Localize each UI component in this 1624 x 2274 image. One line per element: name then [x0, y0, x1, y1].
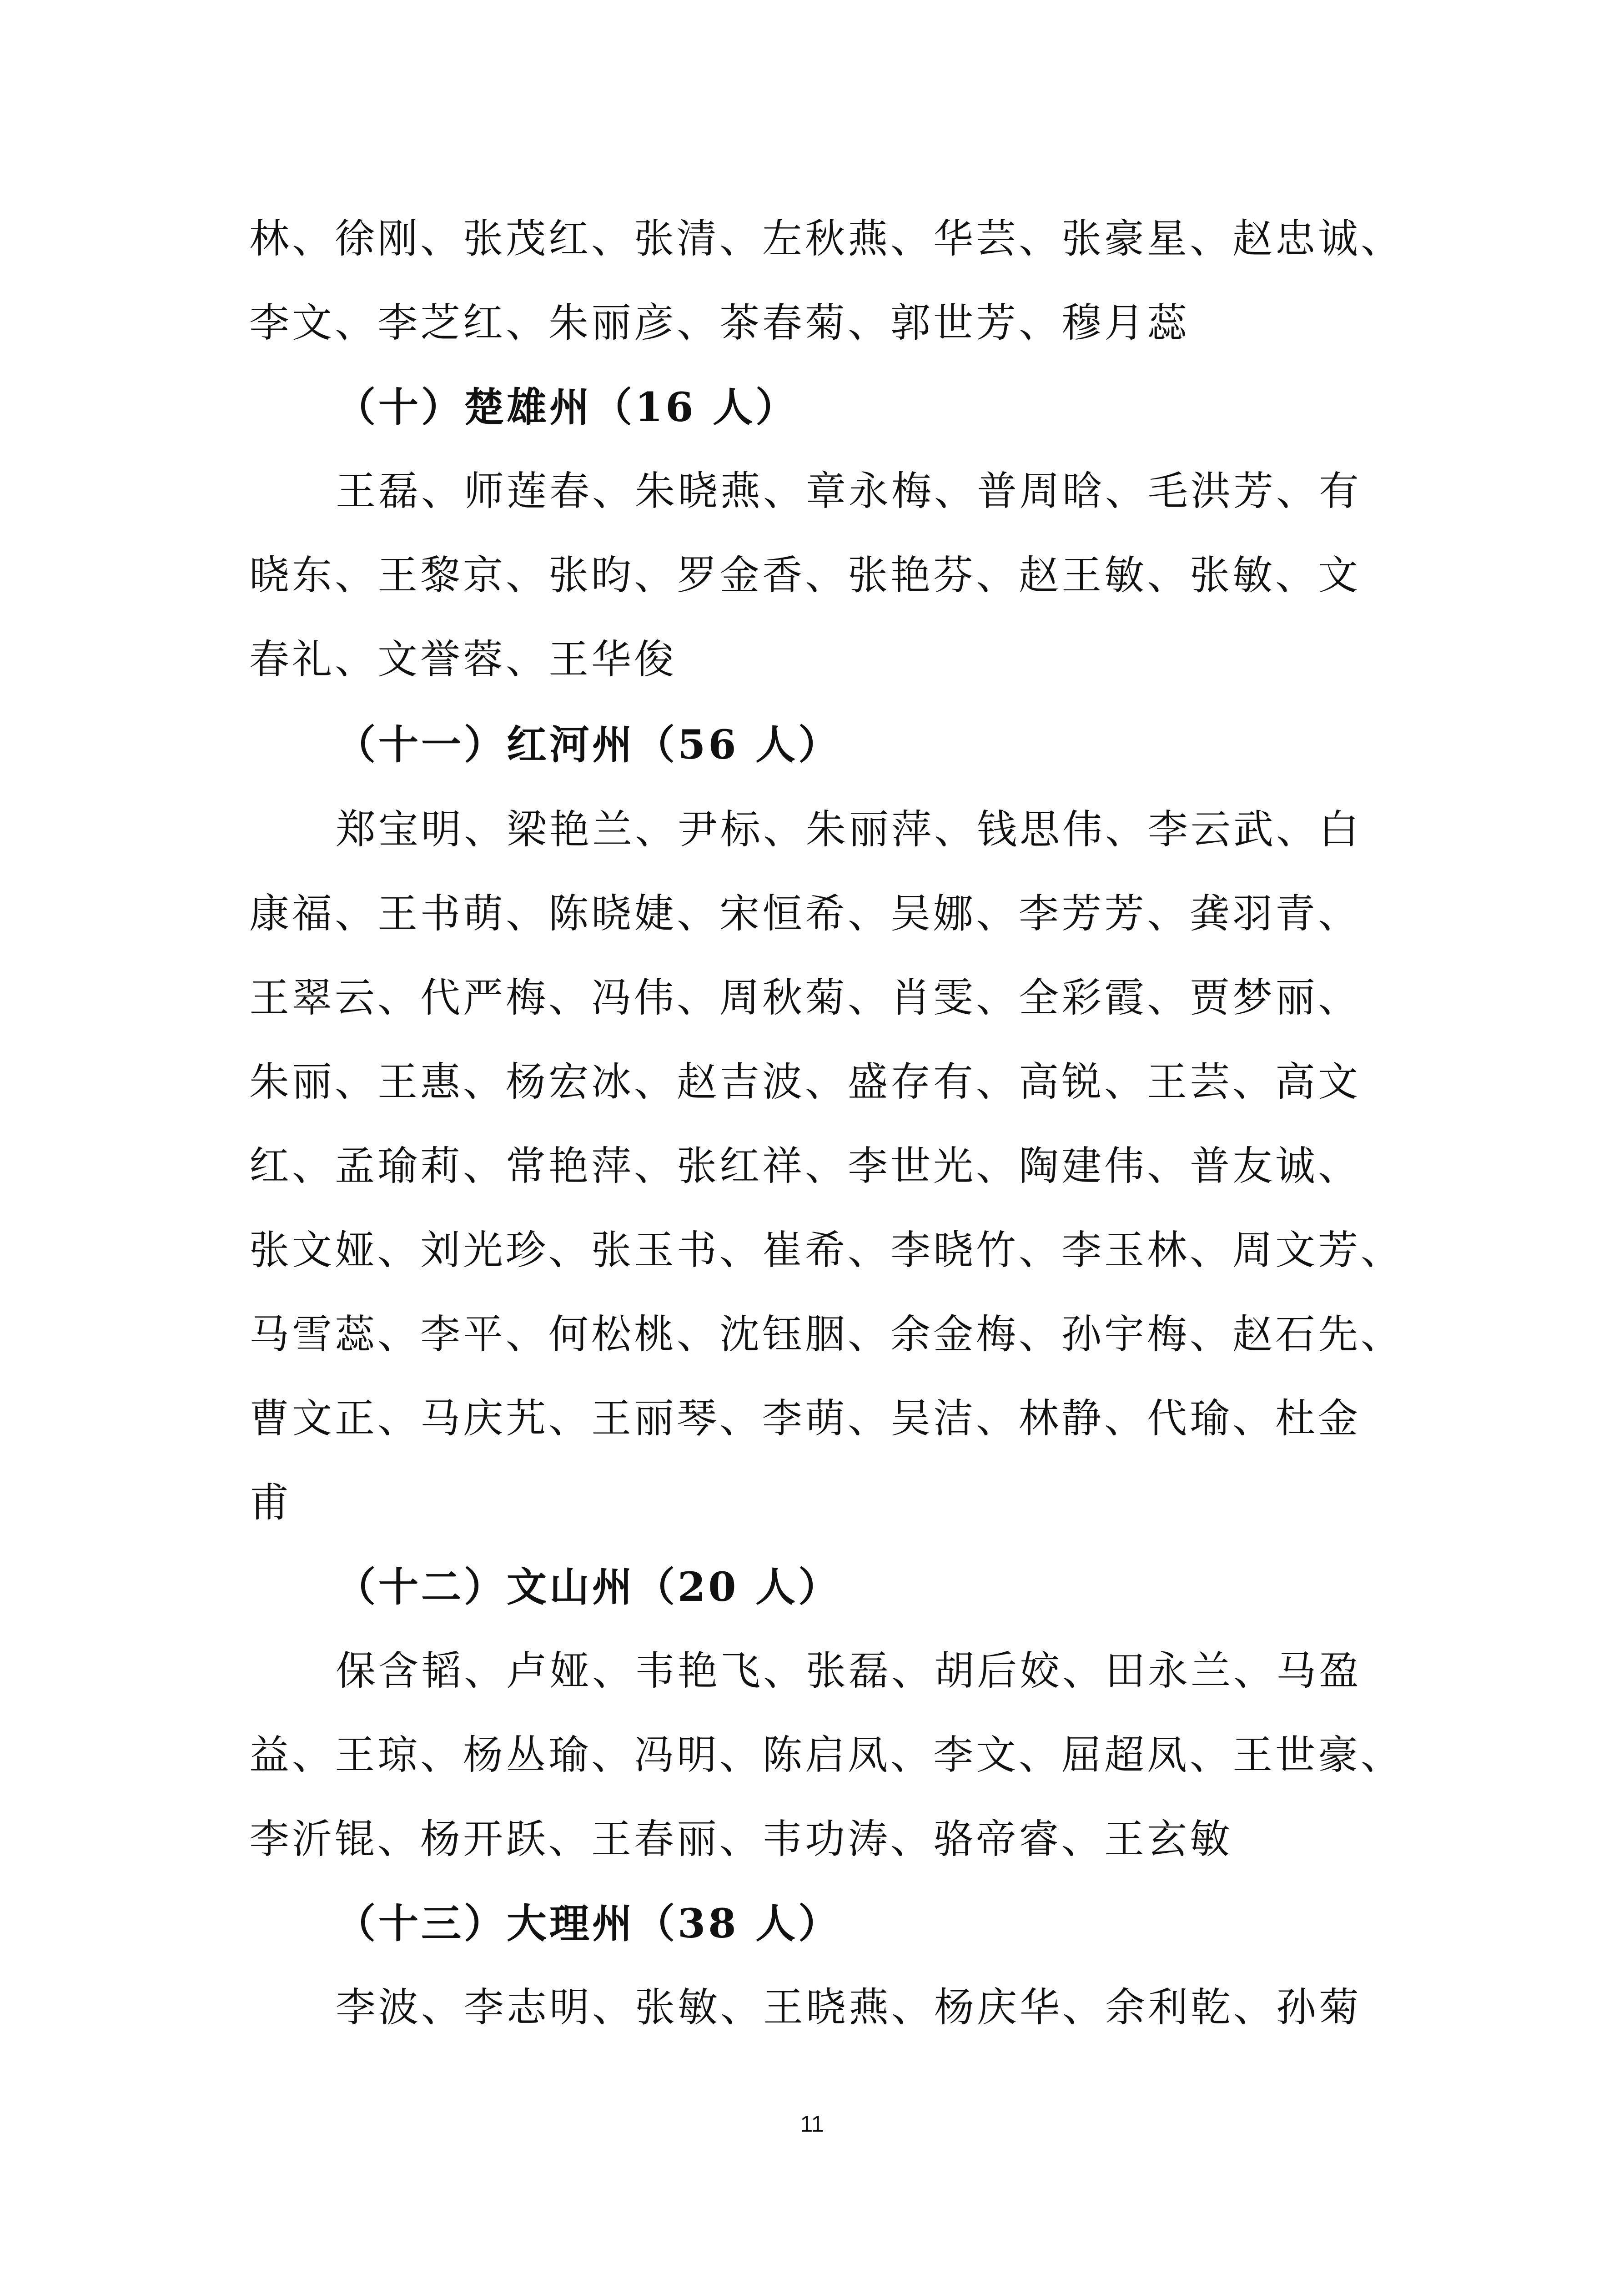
text-line: 春礼、文誉蓉、王华俊 [249, 636, 677, 683]
text-line: 甫 [249, 1479, 292, 1526]
text-line: 李沂锟、杨开跃、王春丽、韦功涛、骆帝睿、王玄敏 [249, 1816, 1233, 1862]
text-line: 保含韬、卢娅、韦艳飞、张磊、胡后姣、田永兰、马盈 [336, 1647, 1362, 1694]
section-heading-chuxiong: （十）楚雄州（16 人） [336, 383, 799, 431]
section-heading-honghe: （十一）红河州（56 人） [336, 721, 841, 768]
text-line: 晓东、王黎京、张昀、罗金香、张艳芬、赵王敏、张敏、文 [249, 552, 1361, 599]
text-line: 李波、李志明、张敏、王晓燕、杨庆华、余利乾、孙菊 [336, 1984, 1362, 2031]
text-line: 曹文正、马庆艽、王丽琴、李萌、吴洁、林静、代瑜、杜金 [249, 1395, 1361, 1442]
text-line: 朱丽、王惠、杨宏冰、赵吉波、盛存有、高锐、王芸、高文 [249, 1058, 1361, 1105]
text-line: 益、王琼、杨丛瑜、冯明、陈启凤、李文、屈超凤、王世豪、 [249, 1731, 1404, 1778]
text-line: 王翠云、代严梅、冯伟、周秋菊、肖雯、全彩霞、贾梦丽、 [249, 974, 1361, 1021]
section-heading-dali: （十三）大理州（38 人） [336, 1900, 841, 1947]
text-line: 王磊、师莲春、朱晓燕、章永梅、普周晗、毛洪芳、有 [336, 468, 1362, 514]
text-line: 康福、王书萌、陈晓婕、宋恒希、吴娜、李芳芳、龚羽青、 [249, 890, 1361, 937]
text-line: 张文娅、刘光珍、张玉书、崔希、李晓竹、李玉林、周文芳、 [249, 1227, 1404, 1273]
page-number: 11 [800, 2111, 824, 2137]
section-heading-wenshan: （十二）文山州（20 人） [336, 1563, 841, 1610]
text-line: 李文、李芝红、朱丽彦、茶春菊、郭世芳、穆月蕊 [249, 299, 1190, 346]
text-line: 马雪蕊、李平、何松桃、沈钰胭、余金梅、孙宇梅、赵石先、 [249, 1311, 1404, 1358]
text-line: 郑宝明、梁艳兰、尹标、朱丽萍、钱思伟、李云武、白 [336, 806, 1362, 853]
text-line: 林、徐刚、张茂红、张清、左秋燕、华芸、张豪星、赵忠诚、 [249, 215, 1404, 262]
text-line: 红、孟瑜莉、常艳萍、张红祥、李世光、陶建伟、普友诚、 [249, 1142, 1361, 1189]
